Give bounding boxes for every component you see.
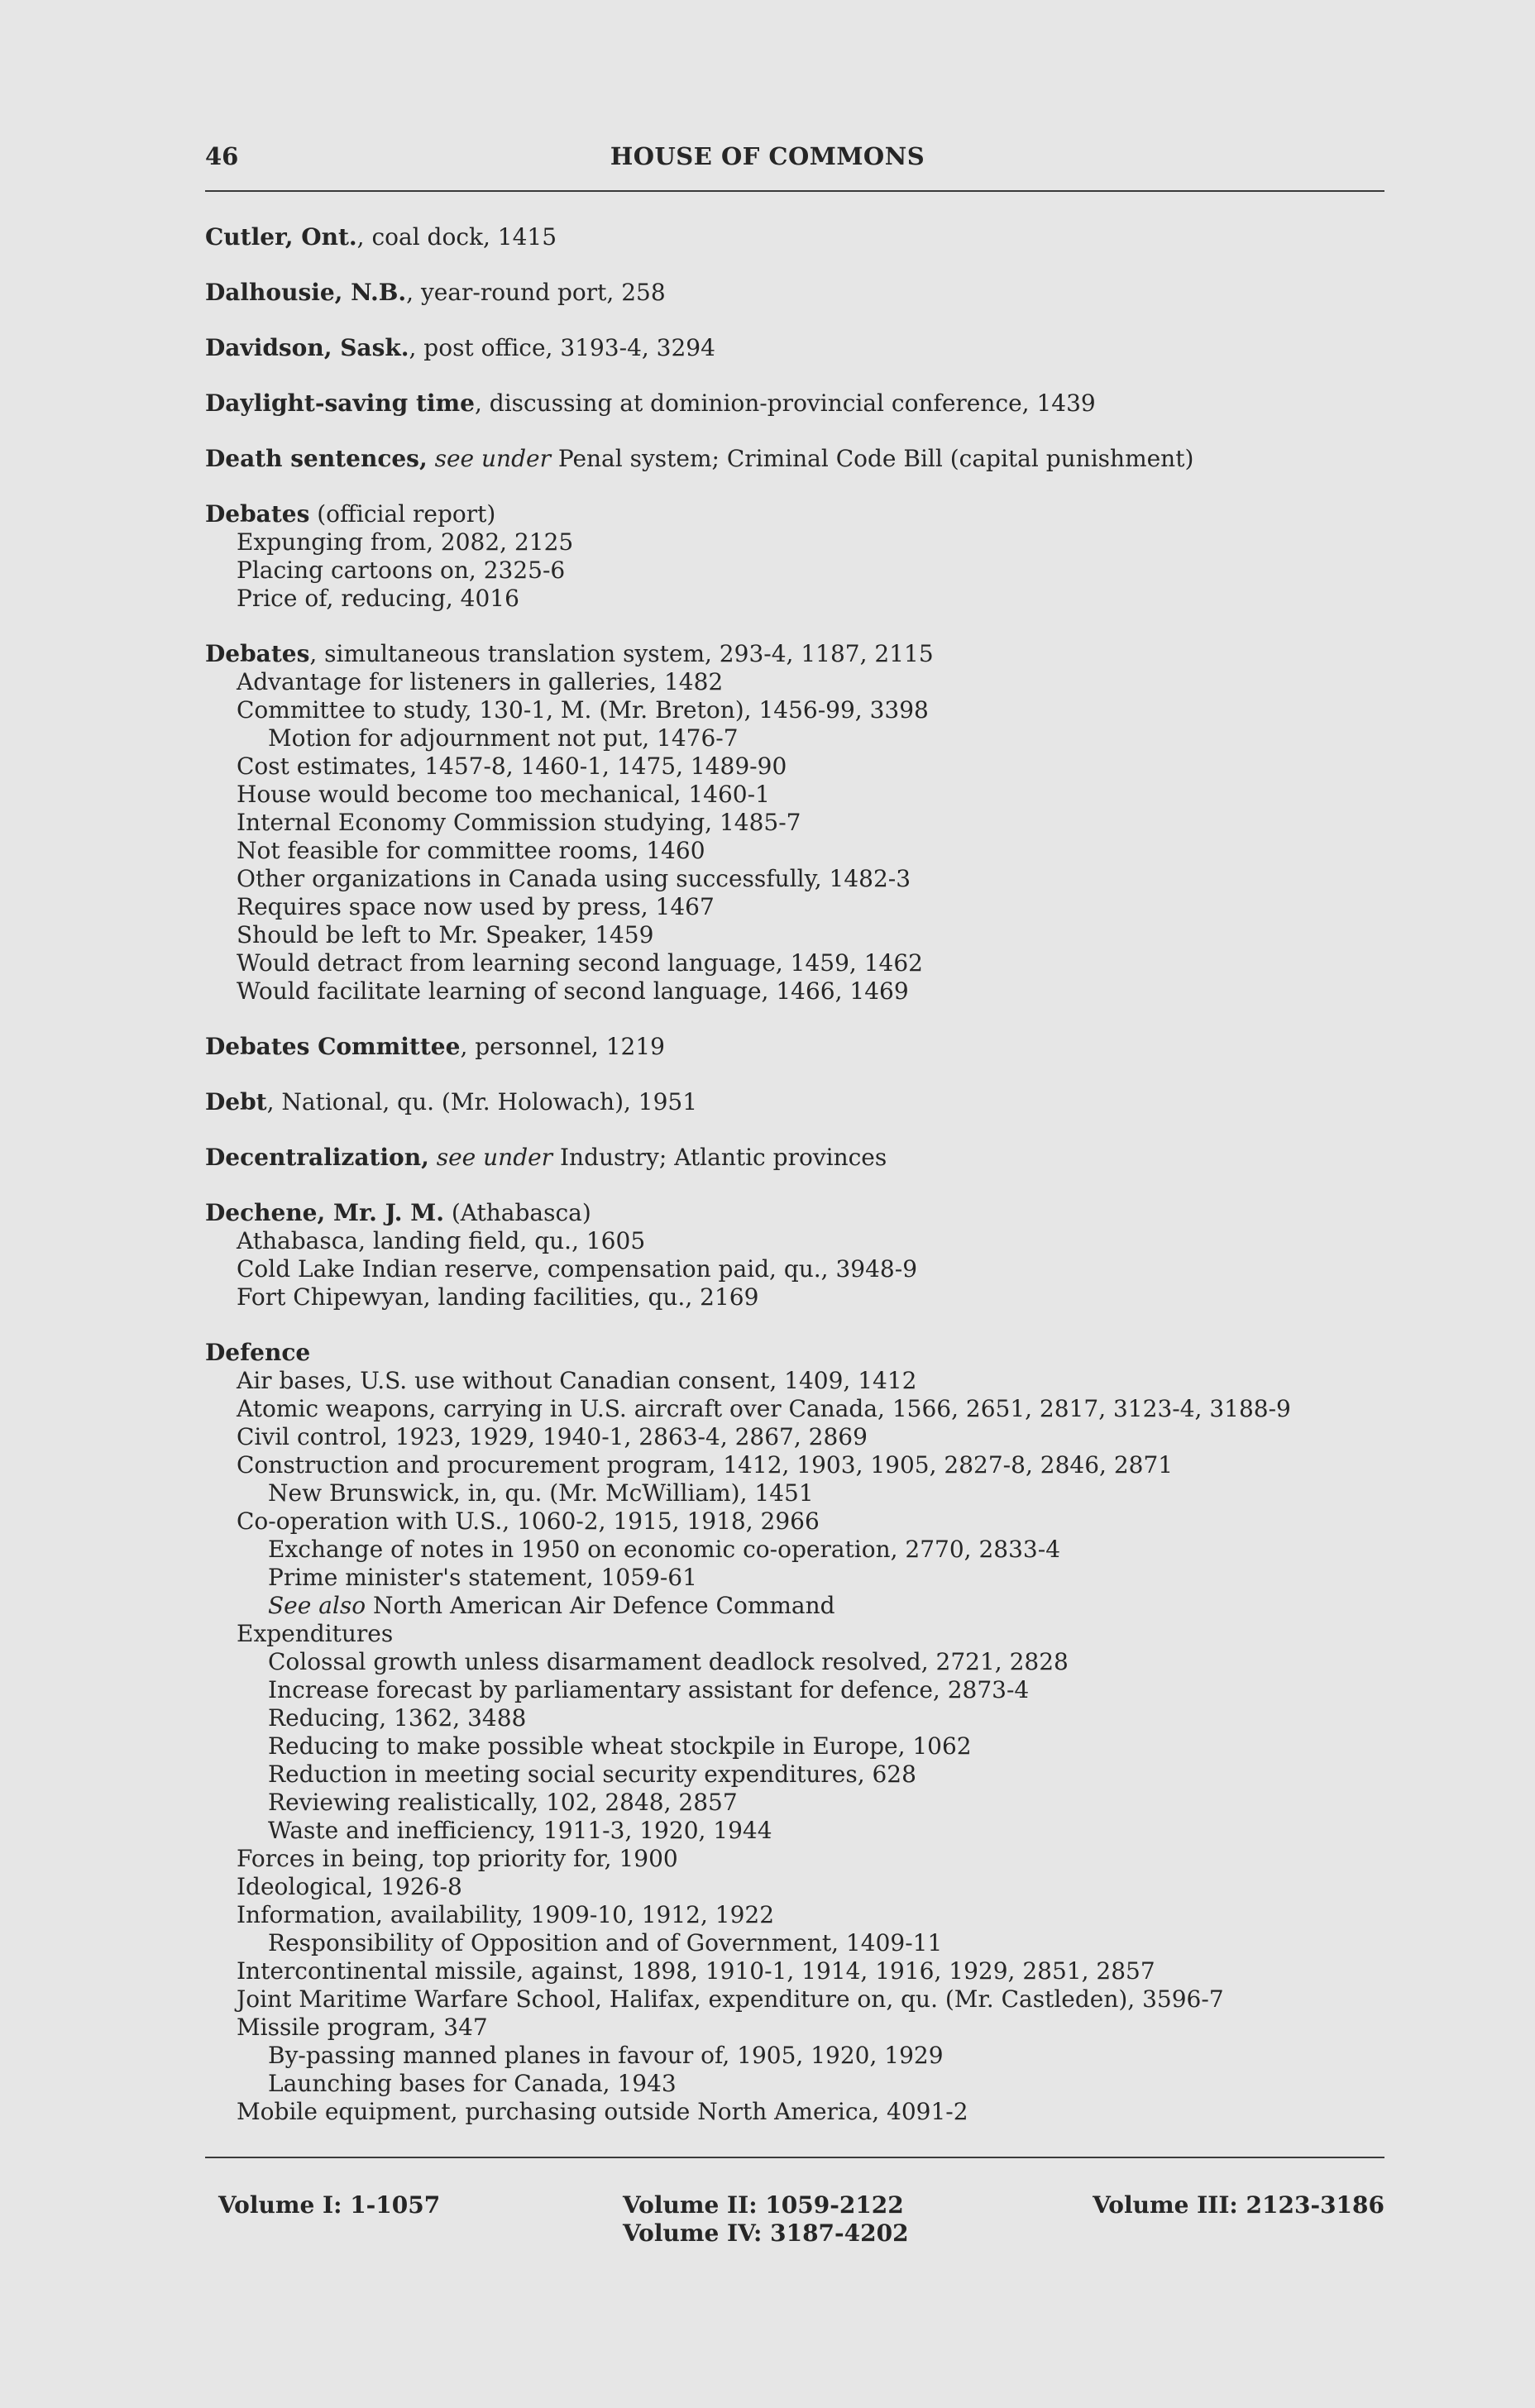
subentry-text: Co-operation with U.S., 1060-2, 1915, 1918, 2966 (237, 1507, 820, 1535)
entry-heading: Dechene, Mr. J. M. (205, 1199, 444, 1226)
entry-heading: Dalhousie, N.B. (205, 279, 407, 306)
subentry-line (205, 1367, 1396, 1395)
subentry-line (205, 1901, 1396, 1929)
subentry-text: Intercontinental missile, against, 1898, 1910-1, 1914, 1916, 1929, 2851, 2857 (237, 1957, 1155, 1985)
index-entry (205, 500, 1396, 613)
index-entry (205, 223, 1396, 251)
subentry-text: Price of, reducing, 4016 (237, 585, 519, 612)
entry-detail: , simultaneous translation system, 293-4, 1187, 2115 (309, 640, 934, 667)
subentry-text: Should be left to Mr. Speaker, 1459 (237, 921, 654, 948)
subentry-line (205, 1985, 1396, 2014)
index-entry (205, 279, 1396, 307)
subentry-line (205, 585, 1396, 613)
subentry-text: Athabasca, landing field, qu., 1605 (237, 1227, 646, 1254)
subentry-line (205, 752, 1396, 781)
entry-detail: Penal system; Criminal Code Bill (capital punishment) (550, 445, 1194, 472)
page-number: 46 (205, 142, 239, 170)
subentry-text: New Brunswick, in, qu. (Mr. McWilliam), 1451 (268, 1479, 814, 1507)
subentry-line (205, 1732, 1396, 1761)
entry-heading: Davidson, Sask. (205, 334, 409, 361)
subentry-line (205, 865, 1396, 893)
index-entry (205, 640, 1396, 1006)
entry-heading-line (205, 500, 1396, 528)
subentry-line (205, 1620, 1396, 1648)
index-entry (205, 1033, 1396, 1061)
subentry-line (205, 1423, 1396, 1451)
entry-heading: Debt (205, 1088, 267, 1116)
subentry-line (205, 1451, 1396, 1479)
entry-heading: Defence (205, 1339, 311, 1366)
subentry-text: Expenditures (237, 1620, 394, 1647)
subentry-line (205, 1648, 1396, 1676)
subentry-line (205, 1283, 1396, 1312)
subentry-line (205, 1564, 1396, 1592)
subentry-text: Internal Economy Commission studying, 1485-7 (237, 809, 801, 836)
volume-1-range: Volume I: 1-1057 (218, 2191, 441, 2219)
volume-2-4-ranges (623, 2191, 909, 2248)
subentry-text: Waste and inefficiency, 1911-3, 1920, 1944 (268, 1817, 772, 1844)
subentry-text: Civil control, 1923, 1929, 1940-1, 2863-4, 2867, 2869 (237, 1423, 868, 1450)
subentry-line (205, 1536, 1396, 1564)
entry-heading-line (205, 223, 1396, 251)
subentry-text: Exchange of notes in 1950 on economic co-operation, 2770, 2833-4 (268, 1536, 1061, 1563)
index-entry (205, 1339, 1396, 2126)
subentry-line (205, 1873, 1396, 1901)
running-head: HOUSE OF COMMONS (610, 142, 925, 170)
entry-heading-line (205, 445, 1396, 473)
subentry-line (205, 1479, 1396, 1507)
footer-rule (205, 2157, 1384, 2158)
entry-heading: Debates (205, 500, 310, 528)
subentry-line (205, 696, 1396, 724)
index-entries (205, 223, 1396, 2153)
index-entry (205, 445, 1396, 473)
entry-heading-line (205, 1199, 1396, 1227)
subentry-text: Ideological, 1926-8 (237, 1873, 462, 1900)
entry-detail: , coal dock, 1415 (356, 223, 557, 251)
subentry-line (205, 1929, 1396, 1957)
entry-heading-line (205, 1088, 1396, 1116)
entry-detail: , National, qu. (Mr. Holowach), 1951 (266, 1088, 698, 1116)
subentry-line (205, 2014, 1396, 2042)
subentry-text: Other organizations in Canada using successfully, 1482-3 (237, 865, 911, 892)
entry-detail: , personnel, 1219 (460, 1033, 665, 1060)
entry-detail: (official report) (309, 500, 496, 528)
subentry-text: Would facilitate learning of second language, 1466, 1469 (237, 977, 909, 1005)
entry-heading-line (205, 1339, 1396, 1367)
subentry-text: Launching bases for Canada, 1943 (268, 2070, 677, 2097)
entry-detail: , post office, 3193-4, 3294 (409, 334, 715, 361)
subentry-line (205, 1227, 1396, 1255)
entry-detail: Industry; Atlantic provinces (552, 1144, 887, 1171)
subentry-line (205, 2098, 1396, 2126)
subentry-text: Forces in being, top priority for, 1900 (237, 1845, 678, 1872)
entry-heading: Cutler, Ont. (205, 223, 357, 251)
subentry-line (205, 557, 1396, 585)
entry-heading-line (205, 1033, 1396, 1061)
subentry-line (205, 1592, 1396, 1620)
volume-4-range: Volume IV: 3187-4202 (623, 2219, 909, 2247)
subentry-line (205, 1817, 1396, 1845)
subentry-line (205, 724, 1396, 752)
subentry-text: Reviewing realistically, 102, 2848, 2857 (268, 1789, 738, 1816)
subentry-line (205, 1704, 1396, 1732)
subentry-line (205, 1789, 1396, 1817)
index-entry (205, 1199, 1396, 1312)
entry-detail: (Athabasca) (443, 1199, 591, 1226)
subentry-line (205, 921, 1396, 949)
subentry-line (205, 949, 1396, 977)
subentry-line (205, 1761, 1396, 1789)
index-entry (205, 1144, 1396, 1172)
subentry-line (205, 1395, 1396, 1423)
entry-heading: Decentralization, (205, 1144, 429, 1171)
subentry-line (205, 1676, 1396, 1704)
cross-reference-label: see under (428, 1144, 553, 1171)
subentry-line (205, 1957, 1396, 1985)
entry-heading-line (205, 279, 1396, 307)
header-rule (205, 190, 1384, 192)
entry-detail: , year-round port, 258 (406, 279, 666, 306)
subentry-line (205, 1255, 1396, 1283)
subentry-text: Reducing, 1362, 3488 (268, 1704, 527, 1732)
subentry-line (205, 1507, 1396, 1536)
subentry-line (205, 977, 1396, 1006)
subentry-text: Missile program, 347 (237, 2014, 488, 2041)
subentry-text: Increase forecast by parliamentary assistant for defence, 2873-4 (268, 1676, 1030, 1703)
subentry-text: Atomic weapons, carrying in U.S. aircraft over Canada, 1566, 2651, 2817, 3123-4, 3188-9 (237, 1395, 1291, 1422)
entry-heading-line (205, 640, 1396, 668)
volume-3-range: Volume III: 2123-3186 (1093, 2191, 1384, 2219)
subentry-line (205, 893, 1396, 921)
index-entry (205, 334, 1396, 362)
index-entry (205, 1088, 1396, 1116)
entry-heading-line (205, 389, 1396, 418)
subentry-line (205, 837, 1396, 865)
subentry-text: Prime minister's statement, 1059-61 (268, 1564, 697, 1591)
entry-heading: Debates (205, 640, 310, 667)
subentry-text: Fort Chipewyan, landing facilities, qu., 2169 (237, 1283, 759, 1311)
subentry-line (205, 668, 1396, 696)
entry-heading: Death sentences, (205, 445, 428, 472)
subentry-text: North American Air Defence Command (366, 1592, 835, 1619)
subentry-text: Would detract from learning second language, 1459, 1462 (237, 949, 923, 977)
subentry-text: Mobile equipment, purchasing outside North America, 4091-2 (237, 2098, 968, 2125)
entry-heading: Daylight-saving time (205, 389, 475, 417)
subentry-text: Expunging from, 2082, 2125 (237, 528, 574, 556)
index-entry (205, 389, 1396, 418)
subentry-text: Cold Lake Indian reserve, compensation paid, qu., 3948-9 (237, 1255, 918, 1283)
subentry-line (205, 528, 1396, 557)
entry-heading-line (205, 334, 1396, 362)
entry-heading-line (205, 1144, 1396, 1172)
subentry-text: Colossal growth unless disarmament deadlock resolved, 2721, 2828 (268, 1648, 1069, 1675)
subentry-text: Construction and procurement program, 1412, 1903, 1905, 2827-8, 2846, 2871 (237, 1451, 1174, 1479)
subentry-text: Requires space now used by press, 1467 (237, 893, 715, 920)
subentry-line (205, 2042, 1396, 2070)
subentry-text: Reducing to make possible wheat stockpile in Europe, 1062 (268, 1732, 972, 1760)
subentry-text: By-passing manned planes in favour of, 1905, 1920, 1929 (268, 2042, 944, 2069)
subentry-line (205, 1845, 1396, 1873)
subentry-text: House would become too mechanical, 1460-1 (237, 781, 770, 808)
subentry-text: Motion for adjournment not put, 1476-7 (268, 724, 739, 752)
entry-detail: , discussing at dominion-provincial conference, 1439 (474, 389, 1096, 417)
subentry-text: Advantage for listeners in galleries, 1482 (237, 668, 724, 695)
subentry-text: Responsibility of Opposition and of Government, 1409-11 (268, 1929, 943, 1956)
subentry-text: Not feasible for committee rooms, 1460 (237, 837, 705, 864)
volume-2-range: Volume II: 1059-2122 (623, 2191, 904, 2219)
subentry-line (205, 781, 1396, 809)
cross-reference-label: see under (427, 445, 551, 472)
subentry-text: Placing cartoons on, 2325-6 (237, 557, 566, 584)
subentry-text: Committee to study, 130-1, M. (Mr. Breton), 1456-99, 3398 (237, 696, 929, 724)
cross-reference-label: See also (268, 1592, 366, 1619)
subentry-line (205, 809, 1396, 837)
subentry-text: Reduction in meeting social security expenditures, 628 (268, 1761, 916, 1788)
subentry-text: Cost estimates, 1457-8, 1460-1, 1475, 1489-90 (237, 752, 787, 780)
subentry-text: Joint Maritime Warfare School, Halifax, expenditure on, qu. (Mr. Castleden), 3596-7 (237, 1985, 1224, 2013)
subentry-line (205, 2070, 1396, 2098)
subentry-text: Information, availability, 1909-10, 1912, 1922 (237, 1901, 775, 1928)
subentry-text: Air bases, U.S. use without Canadian consent, 1409, 1412 (237, 1367, 917, 1394)
entry-heading: Debates Committee (205, 1033, 461, 1060)
